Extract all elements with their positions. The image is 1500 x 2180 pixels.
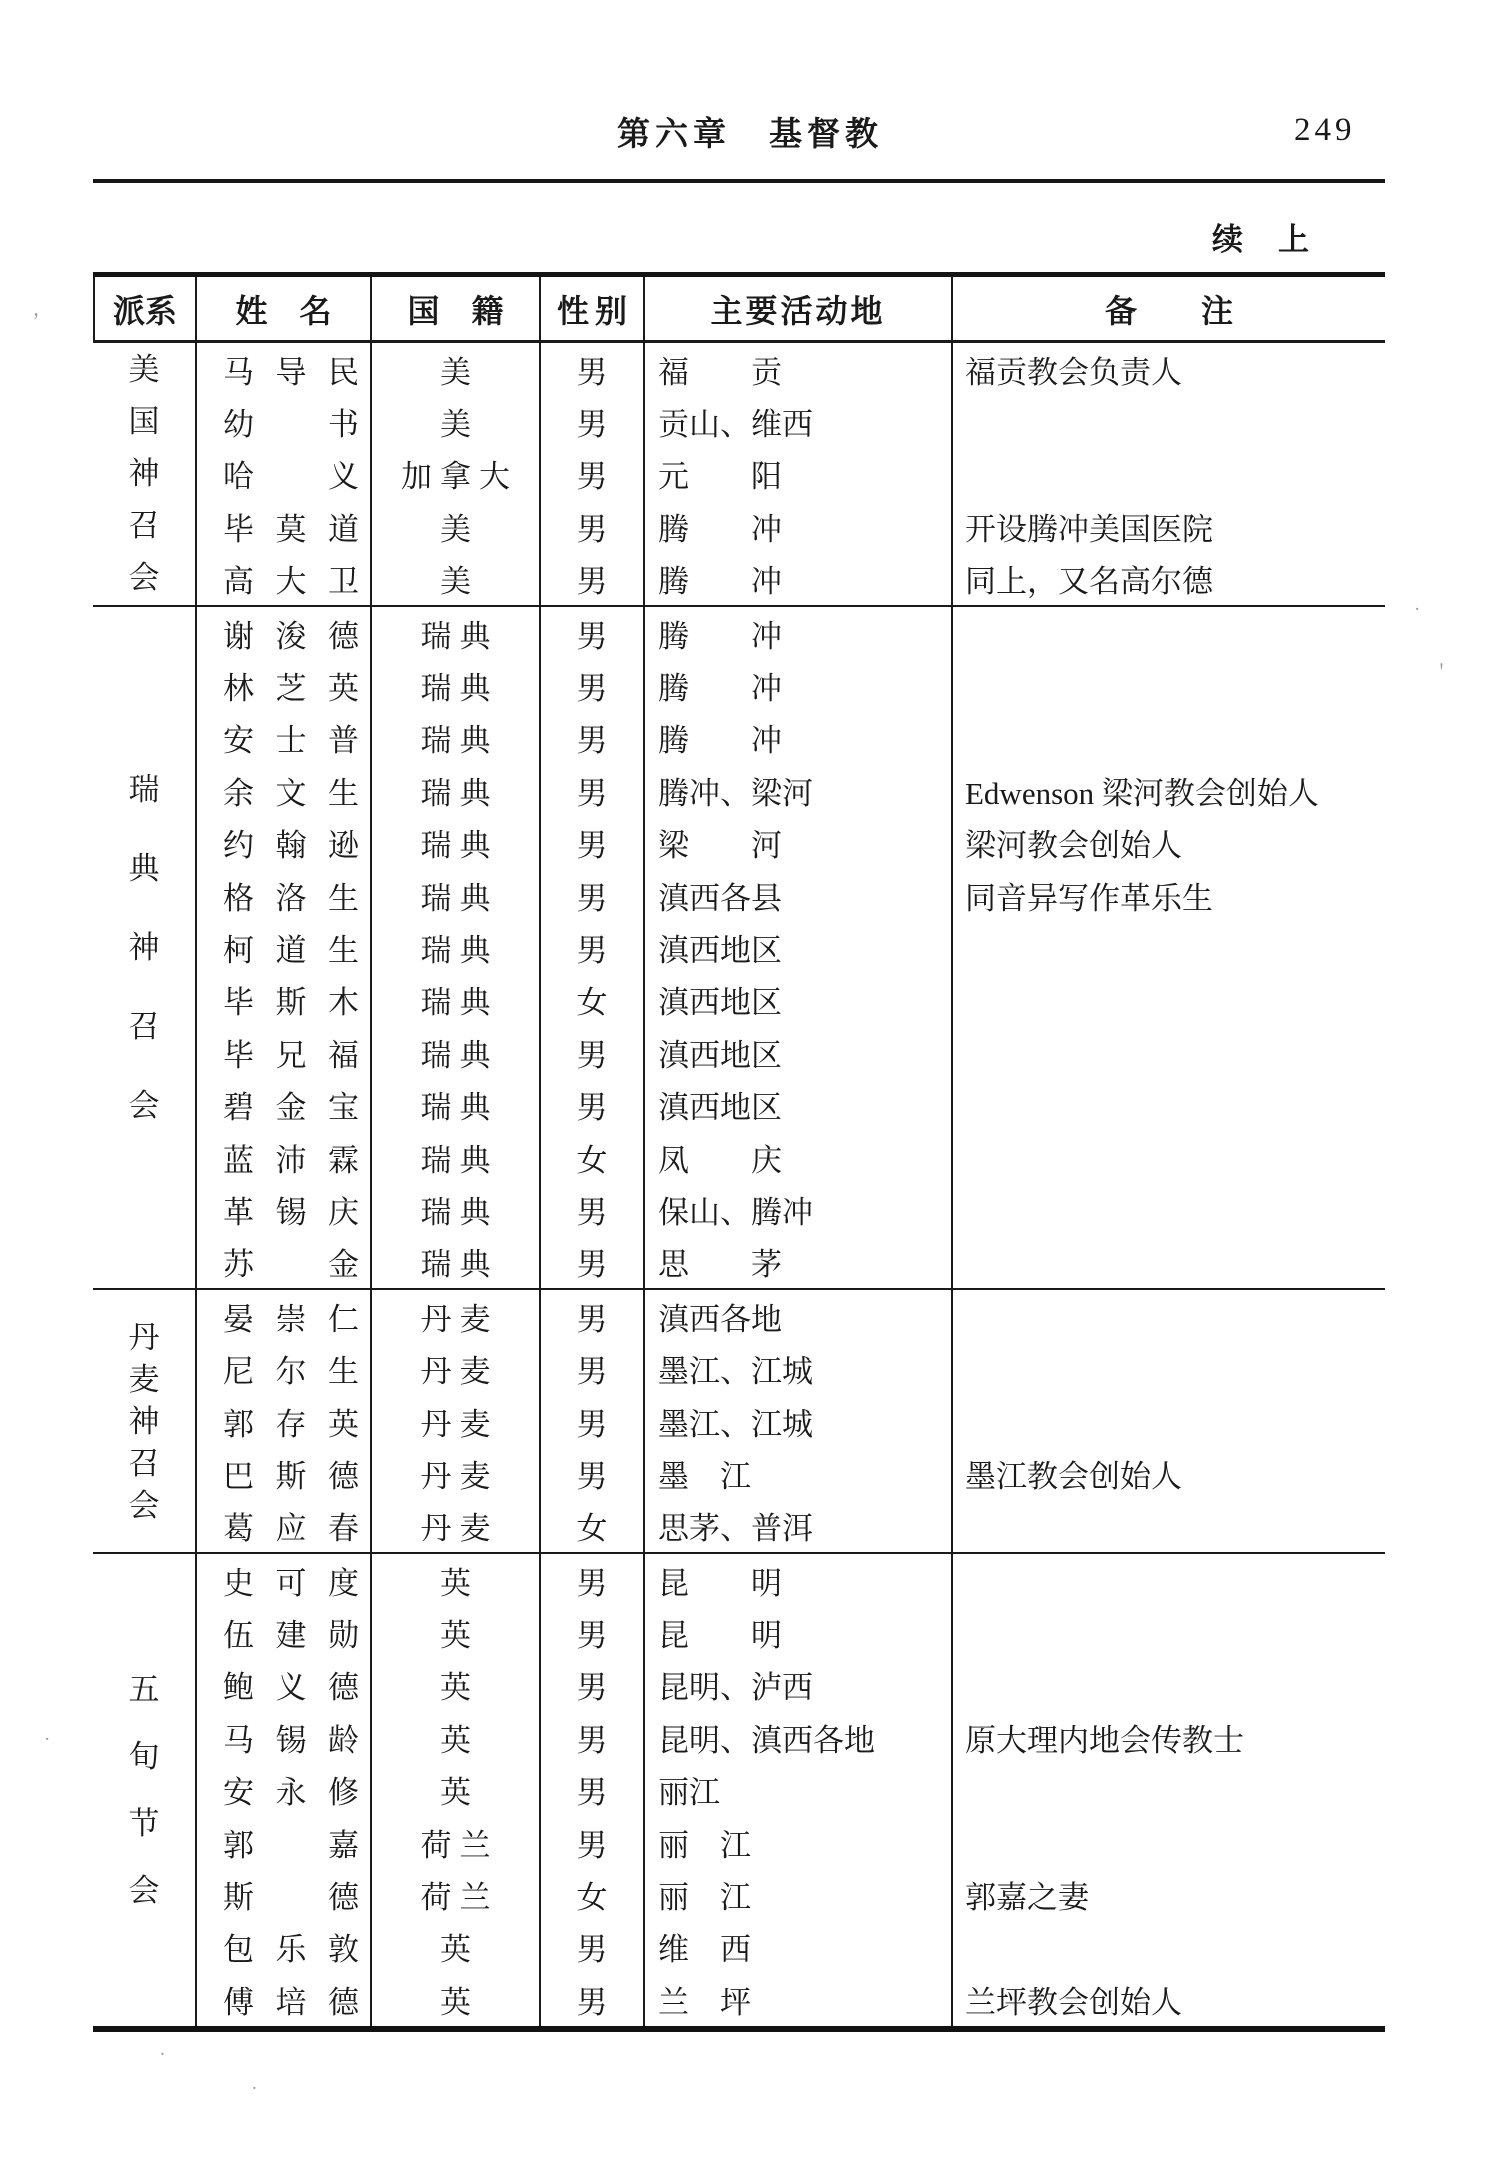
faction-char: 神 xyxy=(128,456,160,492)
table-row xyxy=(195,1236,1385,1288)
cell-area: 丽 江 xyxy=(643,1816,951,1868)
faction-char: 召 xyxy=(128,1008,160,1044)
cell-name xyxy=(195,1764,370,1816)
cell-remarks xyxy=(951,1500,1385,1552)
scan-speck: . xyxy=(252,2073,257,2094)
cell-name xyxy=(195,712,370,764)
table-row xyxy=(195,1290,1385,1342)
cell-area: 腾 冲 xyxy=(643,712,951,764)
faction-rows xyxy=(195,343,1385,605)
name-text: 毕斯木 xyxy=(223,985,359,1021)
faction-label xyxy=(93,343,195,605)
page-number: 249 xyxy=(1294,112,1356,148)
cell-name xyxy=(195,395,370,447)
name-text: 柯道生 xyxy=(223,932,359,968)
cell-remarks xyxy=(951,1236,1385,1288)
scan-speck: · xyxy=(44,1729,51,1750)
cell-area: 兰 坪 xyxy=(643,1973,951,2025)
cell-remarks xyxy=(951,921,1385,973)
cell-nationality: 丹麦 xyxy=(370,1447,539,1499)
cell-remarks xyxy=(951,1554,1385,1606)
cell-name xyxy=(195,1554,370,1606)
cell-name xyxy=(195,1183,370,1235)
table-row xyxy=(195,1078,1385,1130)
table-row xyxy=(195,1395,1385,1447)
cell-gender: 男 xyxy=(539,817,643,869)
cell-name xyxy=(195,1395,370,1447)
cell-area: 滇西地区 xyxy=(643,921,951,973)
name-text: 葛应春 xyxy=(223,1511,359,1547)
name-text: 晏崇仁 xyxy=(223,1301,359,1337)
name-text: 哈义 xyxy=(223,459,359,495)
cell-area: 墨江、江城 xyxy=(643,1395,951,1447)
cell-remarks xyxy=(951,1606,1385,1658)
cell-name xyxy=(195,1026,370,1078)
cell-remarks: 梁河教会创始人 xyxy=(951,817,1385,869)
cell-nationality: 英 xyxy=(370,1554,539,1606)
faction-char: 神 xyxy=(128,1403,160,1439)
name-text: 史可度 xyxy=(223,1565,359,1601)
table-row xyxy=(195,1131,1385,1183)
faction-char: 国 xyxy=(128,404,160,440)
cell-area: 福 贡 xyxy=(643,343,951,395)
cell-gender: 男 xyxy=(539,1078,643,1130)
name-text: 斯德 xyxy=(223,1880,359,1916)
cell-remarks xyxy=(951,1659,1385,1711)
cell-gender: 男 xyxy=(539,1183,643,1235)
cell-nationality: 英 xyxy=(370,1764,539,1816)
cell-area: 滇西各地 xyxy=(643,1290,951,1342)
table-row xyxy=(195,1554,1385,1606)
header-cell-nationality: 国 籍 xyxy=(370,277,539,340)
faction-char: 麦 xyxy=(128,1361,160,1397)
cell-remarks xyxy=(951,395,1385,447)
cell-name xyxy=(195,607,370,659)
cell-gender: 男 xyxy=(539,1290,643,1342)
cell-nationality: 英 xyxy=(370,1973,539,2025)
cell-name xyxy=(195,1078,370,1130)
header-rule xyxy=(93,179,1385,183)
cell-name xyxy=(195,817,370,869)
table-row xyxy=(195,817,1385,869)
cell-area: 腾 冲 xyxy=(643,553,951,605)
table-row xyxy=(195,1921,1385,1973)
name-text: 安永修 xyxy=(223,1775,359,1811)
cell-remarks: 原大理内地会传教士 xyxy=(951,1711,1385,1763)
cell-name xyxy=(195,1711,370,1763)
table-row xyxy=(195,1973,1385,2025)
cell-name xyxy=(195,1659,370,1711)
cell-remarks: 同音异写作革乐生 xyxy=(951,869,1385,921)
name-text: 约翰逊 xyxy=(223,828,359,864)
cell-nationality: 荷兰 xyxy=(370,1816,539,1868)
scan-speck: ＇ xyxy=(1432,663,1452,684)
table-row xyxy=(195,1026,1385,1078)
cell-nationality: 瑞典 xyxy=(370,764,539,816)
cell-gender: 男 xyxy=(539,764,643,816)
cell-nationality: 美 xyxy=(370,553,539,605)
faction-char: 召 xyxy=(128,1445,160,1481)
cell-remarks xyxy=(951,448,1385,500)
name-text: 郭存英 xyxy=(223,1406,359,1442)
cell-gender: 女 xyxy=(539,974,643,1026)
table-row xyxy=(195,1764,1385,1816)
table-row xyxy=(195,1868,1385,1920)
name-text: 碧金宝 xyxy=(223,1090,359,1126)
cell-remarks xyxy=(951,1764,1385,1816)
cell-nationality: 加拿大 xyxy=(370,448,539,500)
name-text: 谢浚德 xyxy=(223,618,359,654)
table-row xyxy=(195,764,1385,816)
cell-gender: 男 xyxy=(539,869,643,921)
cell-nationality: 英 xyxy=(370,1921,539,1973)
header-cell-gender: 性别 xyxy=(539,277,643,340)
cell-name xyxy=(195,1973,370,2025)
faction-char: 瑞 xyxy=(128,771,160,807)
cell-gender: 女 xyxy=(539,1131,643,1183)
cell-nationality: 美 xyxy=(370,500,539,552)
faction-label xyxy=(93,1290,195,1552)
faction-char: 会 xyxy=(128,1087,160,1123)
cell-area: 凤 庆 xyxy=(643,1131,951,1183)
scan-speck: ， xyxy=(33,299,53,320)
cell-name xyxy=(195,764,370,816)
cell-nationality: 瑞典 xyxy=(370,1078,539,1130)
cell-gender: 男 xyxy=(539,1026,643,1078)
cell-gender: 男 xyxy=(539,712,643,764)
cell-area: 腾 冲 xyxy=(643,659,951,711)
cell-remarks xyxy=(951,712,1385,764)
header-cell-faction: 派系 xyxy=(93,277,195,340)
cell-nationality: 荷兰 xyxy=(370,1868,539,1920)
cell-area: 昆 明 xyxy=(643,1554,951,1606)
cell-nationality: 瑞典 xyxy=(370,817,539,869)
cell-name xyxy=(195,1921,370,1973)
cell-nationality: 瑞典 xyxy=(370,921,539,973)
cell-area: 滇西地区 xyxy=(643,1026,951,1078)
cell-remarks: 开设腾冲美国医院 xyxy=(951,500,1385,552)
cell-name xyxy=(195,1131,370,1183)
header-cell-remarks: 备 注 xyxy=(951,277,1385,340)
cell-area: 贡山、维西 xyxy=(643,395,951,447)
name-text: 郭嘉 xyxy=(223,1827,359,1863)
cell-name xyxy=(195,1500,370,1552)
name-text: 蓝沛霖 xyxy=(223,1142,359,1178)
cell-area: 丽 江 xyxy=(643,1868,951,1920)
cell-nationality: 瑞典 xyxy=(370,659,539,711)
cell-remarks: 墨江教会创始人 xyxy=(951,1447,1385,1499)
cell-name xyxy=(195,1342,370,1394)
faction-char: 丹 xyxy=(128,1319,160,1355)
cell-remarks xyxy=(951,1131,1385,1183)
cell-area: 滇西地区 xyxy=(643,1078,951,1130)
cell-area: 昆明、泸西 xyxy=(643,1659,951,1711)
cell-nationality: 瑞典 xyxy=(370,1131,539,1183)
cell-nationality: 丹麦 xyxy=(370,1342,539,1394)
table-row xyxy=(195,1816,1385,1868)
table-row xyxy=(195,921,1385,973)
cell-name xyxy=(195,1606,370,1658)
cell-remarks xyxy=(951,1183,1385,1235)
faction-group xyxy=(93,1554,1385,2032)
cell-gender: 男 xyxy=(539,448,643,500)
faction-char: 美 xyxy=(128,352,160,388)
table-row xyxy=(195,712,1385,764)
cell-remarks xyxy=(951,974,1385,1026)
table-row xyxy=(195,1606,1385,1658)
faction-label xyxy=(93,607,195,1288)
cell-nationality: 瑞典 xyxy=(370,974,539,1026)
cell-gender: 男 xyxy=(539,1973,643,2025)
faction-rows xyxy=(195,607,1385,1288)
name-text: 余文生 xyxy=(223,775,359,811)
cell-area: 思茅、普洱 xyxy=(643,1500,951,1552)
name-text: 革锡庆 xyxy=(223,1194,359,1230)
cell-nationality: 英 xyxy=(370,1606,539,1658)
cell-remarks xyxy=(951,1921,1385,1973)
cell-remarks: 福贡教会负责人 xyxy=(951,343,1385,395)
cell-remarks xyxy=(951,1342,1385,1394)
cell-remarks: 同上，又名高尔德 xyxy=(951,553,1385,605)
table-row xyxy=(195,607,1385,659)
cell-gender: 男 xyxy=(539,921,643,973)
cell-remarks: 郭嘉之妻 xyxy=(951,1868,1385,1920)
cell-area: 保山、腾冲 xyxy=(643,1183,951,1235)
cell-nationality: 丹麦 xyxy=(370,1500,539,1552)
cell-nationality: 美 xyxy=(370,395,539,447)
cell-area: 墨江、江城 xyxy=(643,1342,951,1394)
cell-gender: 男 xyxy=(539,1659,643,1711)
faction-char: 神 xyxy=(128,929,160,965)
cell-nationality: 英 xyxy=(370,1711,539,1763)
cell-name xyxy=(195,448,370,500)
header-cell-area: 主要活动地 xyxy=(643,277,951,340)
table-row xyxy=(195,1711,1385,1763)
faction-group xyxy=(93,1290,1385,1554)
table-body xyxy=(93,343,1385,2032)
table-row xyxy=(195,448,1385,500)
cell-gender: 男 xyxy=(539,395,643,447)
chapter-title: 第六章 基督教 xyxy=(617,117,883,153)
cell-remarks xyxy=(951,659,1385,711)
cell-remarks xyxy=(951,1078,1385,1130)
faction-char: 会 xyxy=(128,560,160,596)
table-row xyxy=(195,1447,1385,1499)
faction-char: 典 xyxy=(128,850,160,886)
table-row xyxy=(195,869,1385,921)
cell-gender: 男 xyxy=(539,1554,643,1606)
name-text: 安士普 xyxy=(223,723,359,759)
name-text: 巴斯德 xyxy=(223,1458,359,1494)
name-text: 鲍义德 xyxy=(223,1670,359,1706)
faction-rows xyxy=(195,1290,1385,1552)
cell-remarks xyxy=(951,1026,1385,1078)
cell-nationality: 英 xyxy=(370,1659,539,1711)
name-text: 毕莫道 xyxy=(223,511,359,547)
faction-char: 旬 xyxy=(128,1738,160,1774)
table-row xyxy=(195,659,1385,711)
cell-area: 滇西地区 xyxy=(643,974,951,1026)
cell-remarks xyxy=(951,1395,1385,1447)
cell-area: 昆 明 xyxy=(643,1606,951,1658)
table-row xyxy=(195,553,1385,605)
scan-speck: · xyxy=(1414,599,1421,620)
table-row xyxy=(195,1342,1385,1394)
table-row xyxy=(195,974,1385,1026)
name-text: 尼尔生 xyxy=(223,1354,359,1390)
cell-gender: 男 xyxy=(539,1764,643,1816)
cell-area: 腾冲、梁河 xyxy=(643,764,951,816)
cell-area: 墨 江 xyxy=(643,1447,951,1499)
name-text: 包乐敦 xyxy=(223,1932,359,1968)
cell-nationality: 丹麦 xyxy=(370,1290,539,1342)
cell-nationality: 瑞典 xyxy=(370,1236,539,1288)
cell-area: 滇西各县 xyxy=(643,869,951,921)
table-row xyxy=(195,343,1385,395)
cell-name xyxy=(195,1816,370,1868)
cell-gender: 男 xyxy=(539,343,643,395)
cell-gender: 男 xyxy=(539,1816,643,1868)
cell-gender: 男 xyxy=(539,1447,643,1499)
cell-area: 丽江 xyxy=(643,1764,951,1816)
name-text: 马导民 xyxy=(223,354,359,390)
cell-name xyxy=(195,921,370,973)
name-text: 林芝英 xyxy=(223,671,359,707)
cell-nationality: 瑞典 xyxy=(370,712,539,764)
faction-rows xyxy=(195,1554,1385,2026)
cell-name xyxy=(195,1447,370,1499)
cell-gender: 男 xyxy=(539,1921,643,1973)
table-row xyxy=(195,500,1385,552)
cell-nationality: 丹麦 xyxy=(370,1395,539,1447)
table-row xyxy=(195,1183,1385,1235)
cell-gender: 男 xyxy=(539,659,643,711)
cell-gender: 男 xyxy=(539,553,643,605)
cell-remarks: Edwenson 梁河教会创始人 xyxy=(951,764,1385,816)
name-text: 高大卫 xyxy=(223,564,359,600)
cell-area: 元 阳 xyxy=(643,448,951,500)
name-text: 幼书 xyxy=(223,407,359,443)
faction-char: 召 xyxy=(128,508,160,544)
cell-name xyxy=(195,343,370,395)
cell-gender: 男 xyxy=(539,1395,643,1447)
table-header-row xyxy=(93,272,1385,343)
cell-gender: 男 xyxy=(539,1606,643,1658)
faction-char: 会 xyxy=(128,1487,160,1523)
cell-gender: 男 xyxy=(539,607,643,659)
cell-gender: 女 xyxy=(539,1868,643,1920)
cell-remarks xyxy=(951,1290,1385,1342)
cell-area: 梁 河 xyxy=(643,817,951,869)
cell-name xyxy=(195,1290,370,1342)
cell-area: 昆明、滇西各地 xyxy=(643,1711,951,1763)
name-text: 苏金 xyxy=(223,1247,359,1283)
cell-nationality: 瑞典 xyxy=(370,607,539,659)
cell-gender: 男 xyxy=(539,1342,643,1394)
cell-remarks xyxy=(951,607,1385,659)
scan-speck: . xyxy=(160,2039,165,2060)
cell-area: 腾 冲 xyxy=(643,607,951,659)
cell-gender: 男 xyxy=(539,1711,643,1763)
cell-gender: 男 xyxy=(539,1236,643,1288)
faction-char: 会 xyxy=(128,1872,160,1908)
faction-group xyxy=(93,607,1385,1290)
faction-label xyxy=(93,1554,195,2026)
cell-gender: 男 xyxy=(539,500,643,552)
table-row xyxy=(195,1659,1385,1711)
faction-char: 五 xyxy=(128,1671,160,1707)
cell-area: 思 茅 xyxy=(643,1236,951,1288)
cell-name xyxy=(195,553,370,605)
cell-gender: 女 xyxy=(539,1500,643,1552)
faction-char: 节 xyxy=(128,1805,160,1841)
cell-name xyxy=(195,1868,370,1920)
name-text: 毕兄福 xyxy=(223,1037,359,1073)
cell-name xyxy=(195,974,370,1026)
cell-nationality: 瑞典 xyxy=(370,869,539,921)
name-text: 格洛生 xyxy=(223,880,359,916)
name-text: 伍建勋 xyxy=(223,1618,359,1654)
cell-name xyxy=(195,1236,370,1288)
cell-name xyxy=(195,500,370,552)
table-row xyxy=(195,395,1385,447)
missionary-table xyxy=(93,272,1385,2032)
faction-group xyxy=(93,343,1385,607)
cell-nationality: 美 xyxy=(370,343,539,395)
cell-nationality: 瑞典 xyxy=(370,1183,539,1235)
header-cell-name: 姓 名 xyxy=(195,277,370,340)
name-text: 马锡龄 xyxy=(223,1722,359,1758)
continued-note: 续 上 xyxy=(1212,222,1311,257)
cell-area: 维 西 xyxy=(643,1921,951,1973)
table-row xyxy=(195,1500,1385,1552)
name-text: 傅培德 xyxy=(223,1984,359,2020)
cell-remarks xyxy=(951,1816,1385,1868)
cell-area: 腾 冲 xyxy=(643,500,951,552)
cell-name xyxy=(195,659,370,711)
cell-remarks: 兰坪教会创始人 xyxy=(951,1973,1385,2025)
cell-name xyxy=(195,869,370,921)
cell-nationality: 瑞典 xyxy=(370,1026,539,1078)
